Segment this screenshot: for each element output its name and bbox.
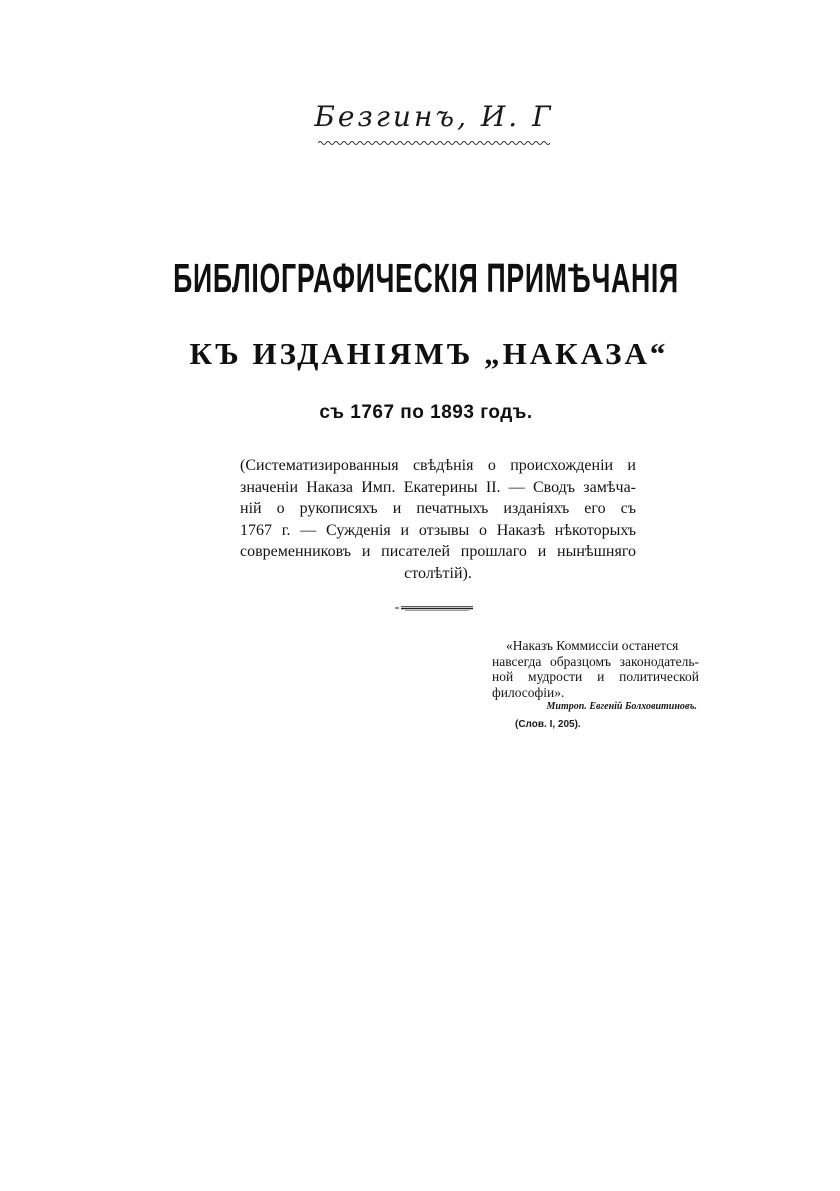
description-block <box>240 455 636 584</box>
ornamental-divider <box>395 604 475 612</box>
epigraph-line: ной мудрости и политической <box>492 669 699 684</box>
epigraph-attribution: Митроп. Евгеній Болховитиновъ. <box>546 701 697 712</box>
main-title: БИБЛІОГРАФИЧЕСКІЯ ПРИМѢЧАНІЯ <box>173 255 679 301</box>
epigraph-quote <box>492 638 699 700</box>
author-name: Безгинъ, И. Г <box>314 100 554 133</box>
description-line: значеніи Наказа Имп. Екатерины II. — Сводъ замѣча- <box>240 478 636 496</box>
description-line: 1767 г. — Сужденія и отзывы о Наказѣ нѣкоторыхъ <box>240 521 636 539</box>
subtitle: КЪ ИЗДАНІЯМЪ „НАКАЗА“ <box>189 336 669 371</box>
epigraph-line: навсегда образцомъ законодатель- <box>492 653 699 669</box>
description-line: (Систематизированныя свѣдѣнія о происхожденіи и <box>240 457 636 474</box>
years-range: съ 1767 по 1893 годъ. <box>319 402 533 423</box>
epigraph-line: «Наказъ Коммиссіи останется <box>506 638 679 653</box>
description-line: современниковъ и писателей прошлаго и нынѣшняго <box>240 543 636 560</box>
epigraph-line: философіи». <box>492 684 565 700</box>
author-underline <box>318 140 550 146</box>
description-line: ній о рукописяхъ и печатныхъ изданіяхъ его съ <box>240 500 636 517</box>
epigraph-reference: (Слов. I, 205). <box>515 719 581 730</box>
description-line: столѣтій). <box>404 564 472 582</box>
